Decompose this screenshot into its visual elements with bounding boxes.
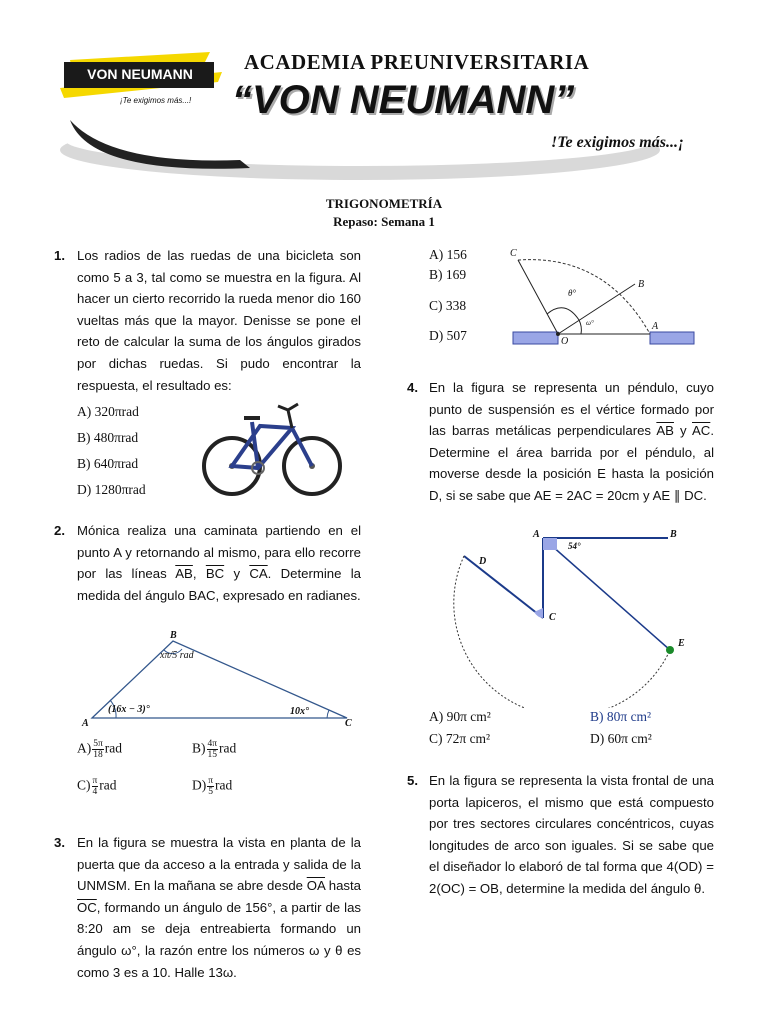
- pendulum-figure: [450, 528, 700, 708]
- q2-option-c: C) $\frac{\pi}{4}$ rad: [77, 776, 117, 797]
- triangle-figure: [80, 630, 360, 730]
- q4-text: En la figura se representa un péndulo, cuyo punto de suspensión es el vértice formado por las barras metálicas perpendiculares $\overline{AB}$ y $\overline{AC}$. Determine el área barrida por el péndulo, al moverse desde la posición E hasta la posición D, si se sabe que AE = 2AC = 20cm y AE ∥ DC.: [429, 380, 714, 503]
- door-label-a: A: [652, 321, 659, 332]
- q4-option-b: B) 80π cm²: [590, 709, 652, 724]
- q4-option-d: D) 60π cm²: [590, 731, 652, 746]
- q1-option-b: B) 480πrad: [77, 430, 139, 445]
- q1-option-c: B) 640πrad: [77, 456, 139, 471]
- q1-text: Los radios de las ruedas de una bicicleta son como 5 a 3, tal como se muestra en la figura. Al hacer un cierto recorrido la rueda menor dio 160 vueltas más que la mayor. Denisse se pone el reto de calcular la suma de los ángulos girados por dichas ruedas. Si pudo encontrar la respuesta, el resultado es:: [77, 248, 361, 393]
- slogan: !Te exigimos más...¡: [551, 134, 685, 151]
- pendulum-label-d: D: [479, 556, 487, 567]
- q4-option-a: A) 90π cm²: [429, 709, 491, 724]
- q3-text: En la figura se muestra la vista en planta de la puerta que da acceso a la entrada y salida de la UNMSM. En la mañana se abre desde $\overline{OA}$ hasta $\overline{OC}$, formando un ángulo de 156°, a partir de las 8:20 am se deja entreabierta formando un ángulo ω°, la razón entre los números ω y θ es como 3 es a 10. Halle 13ω.: [77, 835, 361, 980]
- q1-number: 1.: [54, 248, 65, 263]
- q4-option-c: C) 72π cm²: [429, 731, 491, 746]
- door-label-o: O: [561, 336, 569, 347]
- q5-number: 5.: [407, 773, 418, 788]
- q3-number: 3.: [54, 835, 65, 850]
- pendulum-angle: 54°: [568, 541, 581, 551]
- logo-tagline: ¡Te exigimos más...!: [120, 96, 192, 105]
- pendulum-label-b: B: [670, 529, 677, 540]
- academy-title: ACADEMIA PREUNIVERSITARIA: [244, 50, 590, 74]
- subject-subtitle: Repaso: Semana 1: [333, 214, 435, 229]
- door-angle-omega: ω°: [586, 319, 594, 327]
- triangle-angle-b: xπ/5 rad: [160, 650, 194, 661]
- triangle-angle-c: 10x°: [290, 706, 309, 717]
- academy-name: “VON NEUMANN”: [232, 78, 575, 122]
- door-figure: [505, 244, 705, 348]
- pendulum-label-e: E: [678, 638, 685, 649]
- q5-text: En la figura se representa la vista frontal de una porta lapiceros, el mismo que está compuesto por tres sectores circulares concéntricos, cuyas longitudes de arco son iguales. Si se sabe que el diseñador lo elaboró de tal forma que 4(OD) = 2(OC) = OB, determine la medida del ángulo θ.: [429, 773, 714, 896]
- q1-option-a: A) 320πrad: [77, 404, 139, 419]
- q4-number: 4.: [407, 380, 418, 395]
- door-angle-theta: θ°: [568, 288, 577, 298]
- q3-option-a: A) 156: [429, 247, 467, 262]
- bicycle-illustration: [200, 396, 345, 506]
- triangle-label-c: C: [345, 718, 352, 729]
- triangle-label-b: B: [170, 630, 177, 641]
- q2-option-a: A) $\frac{5\pi}{18}$ rad: [77, 739, 123, 760]
- door-label-c: C: [510, 248, 517, 259]
- logo-text: VON NEUMANN: [87, 66, 193, 82]
- q2-number: 2.: [54, 523, 65, 538]
- subject-title: TRIGONOMETRÍA: [325, 196, 443, 211]
- q3-option-c: C) 338: [429, 298, 467, 313]
- q2-option-d: D) $\frac{\pi}{5}$ rad: [192, 776, 233, 797]
- q3-option-d: D) 507: [429, 328, 467, 343]
- q3-option-b: B) 169: [429, 267, 467, 282]
- pendulum-label-c: C: [549, 612, 556, 623]
- pendulum-label-a: A: [533, 529, 540, 540]
- q2-text: Mónica realiza una caminata partiendo en el punto A y retornando al mismo, para ello recorre por las líneas $\overline{AB}$, $\overline{BC}$ y $\overline{CA}$. Determine la medida del ángulo BAC, expresado en radianes.: [77, 523, 362, 603]
- triangle-angle-a: (16x − 3)°: [108, 704, 150, 715]
- q2-option-b: B) $\frac{4\pi}{15}$ rad: [192, 739, 237, 760]
- q1-option-d: D) 1280πrad: [77, 482, 146, 497]
- triangle-label-a: A: [82, 718, 89, 729]
- door-label-b: B: [638, 279, 645, 290]
